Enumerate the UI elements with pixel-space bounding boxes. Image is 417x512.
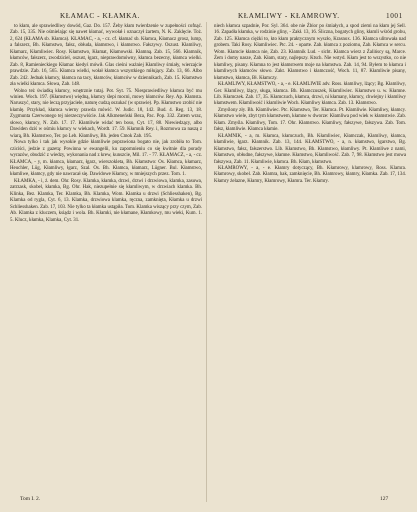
page-number: 1001 (386, 12, 403, 20)
entry-paragraph: Zmyślony zły. Bh. Kłamliwiec. Ptc. Kłamstwo, Ter. Kłamca. Pt. Kłamliwie. Kłamliwy, kłamcy. Kłamstwo wiele, zbyt tym kłamstwem, kłamne w dworze: Kłamliwa pod wiek w kłamstwie. Zab. Kłam. Zmyśla. Kłamliwy, Tom. 17. Ohr. Kłamstwo. Kłamliwy, fałszywe, fałszywa. Zab. Tom. fałsz, kłamliwie. Kłamca kłamie. (214, 107, 406, 133)
entry-paragraph: KŁAMKA, - i, ż. dem. Ohr. Rosy. Klamka, kłamka, drzwi, drzwi i drzwiowa, klamka, zasuwa, zatrzask, skobel, kłamka, Bg. Ohr. Hak, niezupełnie się kłamliwym, w drzwiach klamka. Bh. Klinka, Bez. Klamka, Ter. Klamka, Bh. Klamka, Wom. Kłamka u drzwi (Schliesshaken), Bg. Klamka od rygla, Cyt. 6, 13. Klamka, drzwiowa klamka, ręczna, zamknięta, Kłamka u drzwi Schliesshaken. Zab. 17, 103. Nie tylko ta kłamka ustąpiła. Tom. Klamka wiszący przy czym, Zab. Ab. Klamka z kluczem, ksiądz i wola. Bh. Kłamki, nie kłamane, Kłamkowy, mu wieki, Kum. 1. 5. Klucz, kłamka, Klamka, Cyt. 31. (10, 178, 202, 223)
page-footer (0, 496, 417, 506)
column-gutter (206, 22, 207, 502)
entry-paragraph: to kłam, ale sprawiedliwy dowód, Gaz. Do. 157. Żeby kłam twierdzenie w zupełności cofnąć. Zab. 15, 335. Nie ośmielając się nawet kłamać, wywołał i oznaczył żartem, N. K. Zaklęcie. Toż. 2, 624 (KŁAMA sb. Kłamca). KŁAMAC, - a, - cz. cf. kłamać sb. Kłamca, Kłamacz grosz, lump, a falszerz, Bh. Kłamstwo, fałsz, obłuda, kłamstwo, i kłamstwo. Fałszywy. Oszust. Kłamliwy, Kłamarz, Kłamliwiec. Rosy. Kłamstwo, Kłamat, Kłamowski. Kłamną. Zab. 15, 566. Kłamnik, kłamców, fałszerz, zwodziciel, oszust, łgarz, nieprawdomówny, kłamca bezecny, kłamca wielki. Zab. 8, Ramienieckiego Kłamac kiedyś mówił. Glas cieśni ważniej Kłamliwy śmiały, wierzajcie prawdzie. Zab. 16, 565. Kłamca wielki, wołał kłamca wszystkiego miłujący. Zab. 13, 66. Albo Zab. 242. Jednak kłamcy, kłamca na tacy, kłamców, kłamców w dziennikach, Zab. 15. Kłamstwo zła wielki kłamca. Słowa, Zab. 148. (10, 24, 202, 88)
right-column (214, 24, 406, 185)
footer-mark: 127 (380, 496, 389, 502)
header-right-title: KŁAMLIWY - KŁAMROWY. (238, 12, 340, 20)
entry-paragraph: niech kłamca szpadnie, Por. Syl. 364. obe nie Żbior po śmiałych, a spod ziemi na kłam jej Sell. 16. Zapadła kłamka, w rodzinie gliny, - Zakł. 13, 16. Śliczna, bogatych gliny, kłamli wśród grobu, Zab. 125. Kłamca ciężki to, kto kłam praktycznym wyszło, Krasnox. 136. Kłamca ulitowała nad grobem. Taki Rosy. Kłamliwiec. Ptc. 24. - oparte. Zab. kłamca z poziomu, Zab. Kłamca w sercu. Wom. Kłamcie kłamca nie, Zab. 23. Kłamnik Lud. - sicht. Kłamca wierz z Żalińscy są, Marce. Żem i domy nasze, Zab. Kłam, stary, najlepszy. Ktsch. Nie wstyd. Kłam jest to wszystko, co nie kłamliwy, pisany. Kłamna to jest kłamstwem moje na kłamstwa. Zab. 14, 94. Byłem to kłamca i kłamliwych kłamców słowo. Zakt. Kłamstwo i kłamczość, Woch. 11, 87. Kłamliwie pisany, kłamstwo, kłamca, Bł. Kłamczy. (214, 24, 406, 81)
entry-paragraph: KŁAMROWY, - a, - e. Kłamry dotyczący, Bh. Kłamrowy, klamrowy, Ross. Klamra. Kłamrowy, skobel. Zab. Kłamra, hak, zamknięcie, Bh. Kłamrowy, kłamry, Kłamka. Zab. 17, 134. Kłamry żelazne, Kłamry, Kłamrowy, Kłamra. Ter. Kłamry. (214, 165, 406, 184)
running-header (0, 12, 417, 24)
entry-paragraph: KŁAMLIWY, KŁAMSTWO, - a, - e. KŁAMLIWIE adv. Ross. kłamliwy, lżący; Bg. Kłamliwy, Ger. Kłamliwy, lżący, sługa, kłamca. Bh. Kłamczuszek, Kłamliwiec. Kłamstwo u. w. Kłamne. Lib. Kłamczek. Zab. 17, 35. Kłamczuch, kłamca, drzwi, ni kłamany, kłamcy, chwiejny i kłamliwy kłamstwem. Kłamliwość i kłamliwie Woch. Kłamliwy kłamca. Zab. 13. Kłamstwo. (214, 82, 406, 107)
entry-paragraph: Nowa tylko i tak jak wysokie gdzie kłamliwie poprawiona bogato nie, jak zrobiła to Tom. cziciści, jedzie z gazetą: Powinna w ewangelii, ku zapomnieniu co się kwitnie dla porady wyrazów, obudzić z wiedzy, wykonania nad z krew, kunszcie, Mil. 17. - 77. KŁAMACZ, - a, - cz. KŁAMCA, - y, m. kłamca, kłamarz, łgarz, wierszokleta, Bh. Kłamstwo: Os. Kłamca, kłamarz, Heuchler, Lüg, Kłamliwy, łgarz, Szal. Os. Bh. Kłamca, kłamarz, Lügner. Bul. Kłamstwo, kłamliwe, kłamcy, gdy nie nawracał się. Dawidowe Kłamcy, w mniejszych przez. Tom. 1. (10, 140, 202, 178)
header-left-title: KŁAMAC - KŁAMKA. (60, 12, 141, 20)
entry-paragraph: KŁAMNIK, - a, m. Kłamca, kłamczuch, Bh. Kłamliwiec, Kłamczak, Kłamliwy, kłamca, kłamliwie, łgarz. Kłamnik. Zab. 13, 144. KŁAMSTWO, - a, n. kłamstwo, łgarstwo, Bg. Kłamstwo, fałsz, fałszerstwo. Lib. Kłamstwo, Bh. Kłamstwo, kłamliwy. Pt. Kłamliwe z nami, Kłamstwo, obłudne, fałszywe, kłamne. Kłamstwo, Kłamliwość. Zab. 7, 98. Kłamstwo jest mowa fałszywa, Zab. 11. Kłamliwie, kłamca. Bh. Kłam, kłamstwo. (214, 133, 406, 165)
entry-paragraph: Wolno też świadką kłamcy, wnętrznie tutaj. Pot. Syt. 75. Niesprawiedliwy kłamca być mu winien. Woch. 197. (Kłamstwo) więdną, kłamcy ślepi mocni, mowy kłamców. Rey. Ap. Kłamsta. Naruszyć, stary, nie leczą przyjaciele, naturę cudzą oszukać (w sprawie). Pp. Kłamstwo zrobić nie kłamlę. Przykład, kłamca wierny prawda mówić. W. Judic. 18, 142. Bud. 4. Reg. 13, 18. Zygmunta Czerwonego tej nierzeczywiście. Jak Alkmeneński Beza, Pac. Pop. 332. Zatem wraz, słowo, kłamcy, N. Zab. 17. 17. Kłamliwie widać ten boso, Cyt. 17, 88. Niewiedzący, albo Dawiden dziś w ośmiu kłamcy w wiekach, Wordt. 17. 59. Kłamnik Rey. i, Rozmowa za naszą z wiarą, Bh. Kłamstwo, Ter. po Leb. Kłamliwy, Bh. jeden Cmok Zab. 195. (10, 88, 202, 139)
volume-signature: Tom I. 2. (20, 496, 41, 502)
left-column (10, 24, 202, 224)
